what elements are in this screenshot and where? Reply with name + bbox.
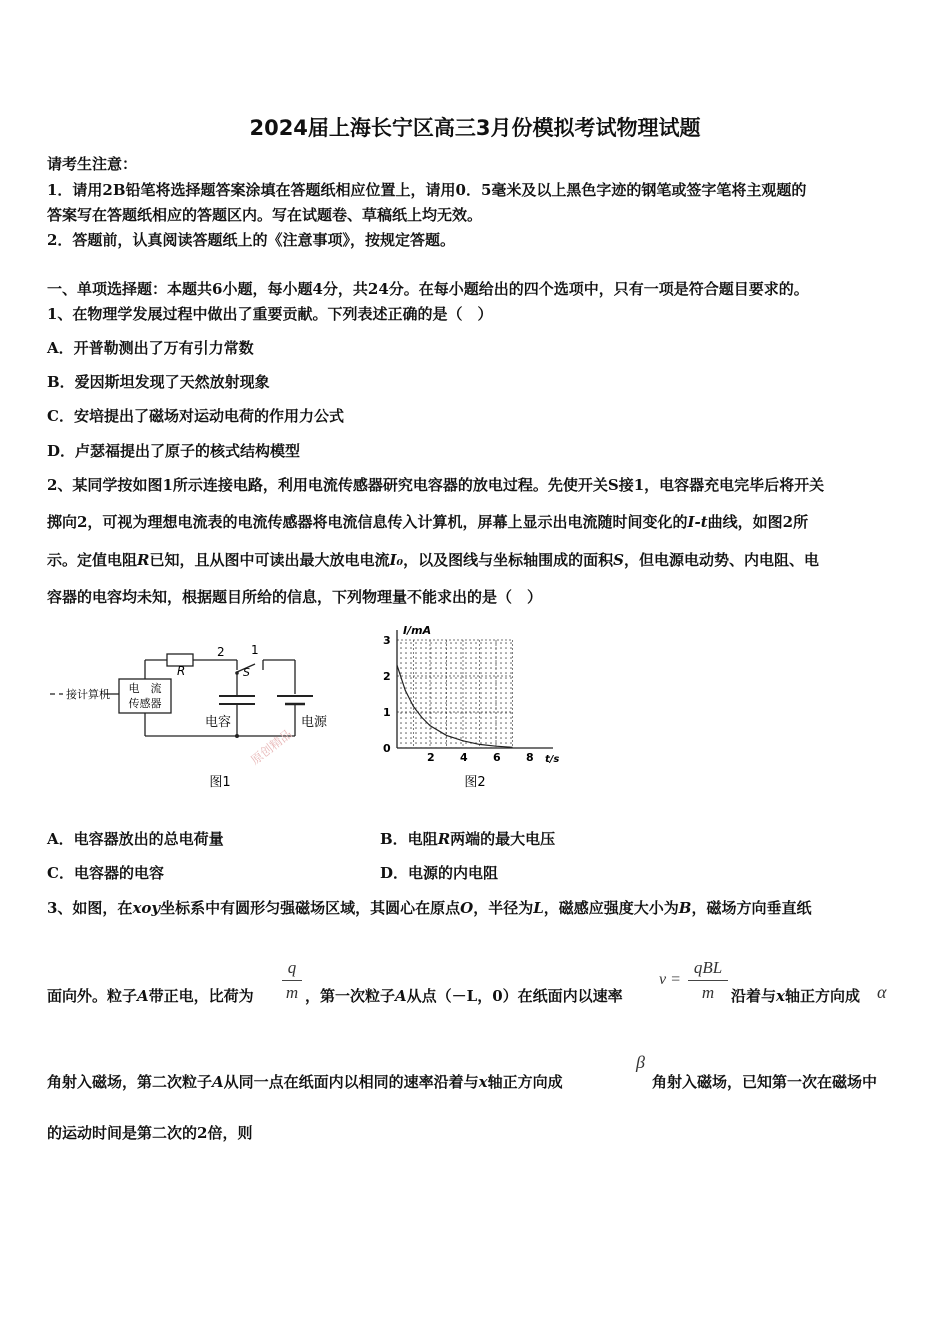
notice-line-1b: 答案写在答题纸相应的答题区内。写在试题卷、草稿纸上均无效。 <box>47 206 483 224</box>
x-tick-label: 4 <box>460 751 468 764</box>
q3-line-2b: ，第一次粒子A从点（－L，0）在纸面内以速率 <box>305 987 623 1005</box>
switch-pos-1-label: 1 <box>251 643 259 657</box>
beta-symbol: β <box>636 1052 645 1072</box>
source-label: 电源 <box>301 715 328 730</box>
computer-label: 接计算机 <box>66 688 110 701</box>
charge-mass-ratio: q m <box>282 958 302 1003</box>
notice-line-1a: 1．请用2B铅笔将选择题答案涂填在答题纸相应位置上，请用0．5毫米及以上黑色字迹的钢笔或签字笔将主观题的 <box>47 181 807 199</box>
y-axis-label: I/mA <box>403 624 432 637</box>
figure-1-caption: 图1 <box>209 775 231 790</box>
q3-line-3b: 角射入磁场，已知第一次在磁场中 <box>652 1073 878 1091</box>
q2-option-d: D．电源的内电阻 <box>380 864 499 882</box>
q1-option-b: B．爱因斯坦发现了天然放射现象 <box>47 373 270 391</box>
sensor-label-1: 电 流 <box>128 682 162 695</box>
watermark: 原创精品 <box>248 726 295 768</box>
it-chart <box>375 622 575 792</box>
q2-line-3: 示。定值电阻R已知，且从图中可读出最大放电电流I₀，以及图线与坐标轴围成的面积S，但电源电动势、内电阻、电 <box>47 551 819 569</box>
y-tick-label: 1 <box>383 706 391 719</box>
x-axis-label: t/s <box>545 754 560 765</box>
q1-option-c: C．安培提出了磁场对运动电荷的作用力公式 <box>47 407 344 425</box>
x-tick-label: 6 <box>493 751 501 764</box>
y-tick-label: 0 <box>383 742 391 755</box>
q3-line-1: 3、如图，在xoy坐标系中有圆形匀强磁场区域，其圆心在原点O，半径为L，磁感应强度大小为B，磁场方向垂直纸 <box>47 899 812 917</box>
plot-grid <box>397 640 515 748</box>
q2-line-4: 容器的电容均未知，根据题目所给的信息，下列物理量不能求出的是（ ） <box>47 588 543 606</box>
q3-line-2a: 面向外。粒子A带正电，比荷为 <box>47 987 254 1005</box>
q2-option-c: C．电容器的电容 <box>47 864 164 882</box>
page-title: 2024届上海长宁区高三3月份模拟考试物理试题 <box>249 116 701 140</box>
q1-option-d: D．卢瑟福提出了原子的核式结构模型 <box>47 442 301 460</box>
velocity-symbol: v = <box>659 971 681 988</box>
q3-line-4: 的运动时间是第二次的2倍，则 <box>47 1124 253 1142</box>
q3-line-3a: 角射入磁场，第二次粒子A从同一点在纸面内以相同的速率沿着与x轴正方向成 <box>47 1073 563 1091</box>
sensor-label-2: 传感器 <box>128 697 162 710</box>
q2-line-1: 2、某同学按如图1所示连接电路，利用电流传感器研究电容器的放电过程。先使开关S接1，电容器充电完毕后将开关 <box>47 476 825 494</box>
velocity-fraction: qBL m <box>688 958 728 1003</box>
switch-pos-2-label: 2 <box>217 645 225 659</box>
switch-label: S <box>243 666 250 679</box>
capacitor-label: 电容 <box>205 715 232 730</box>
figure-2-caption: 图2 <box>464 775 486 790</box>
y-tick-label: 2 <box>383 670 391 683</box>
q2-option-a: A．电容器放出的总电荷量 <box>47 830 224 848</box>
circuit-figure <box>45 640 345 800</box>
section-heading: 一、单项选择题：本题共6小题，每小题4分，共24分。在每小题给出的四个选项中，只有一项是符合题目要求的。 <box>47 280 809 298</box>
y-tick-label: 3 <box>383 634 391 647</box>
x-tick-label: 2 <box>427 751 435 764</box>
resistor-label: R <box>177 664 186 678</box>
q1-option-a: A．开普勒测出了万有引力常数 <box>47 339 254 357</box>
q3-line-2c: 沿着与x轴正方向成 <box>731 987 860 1005</box>
q1-stem: 1、在物理学发展过程中做出了重要贡献。下列表述正确的是（ ） <box>47 305 493 323</box>
q2-option-b: B．电阻R两端的最大电压 <box>380 830 556 848</box>
q2-line-2: 掷向2，可视为理想电流表的电流传感器将电流信息传入计算机，屏幕上显示出电流随时间变化的I-t曲线，如图2所 <box>47 513 809 531</box>
notice-line-2: 2．答题前，认真阅读答题纸上的《注意事项》，按规定答题。 <box>47 231 455 249</box>
x-tick-label: 8 <box>526 751 534 764</box>
alpha-symbol: α <box>877 982 887 1002</box>
notice-heading: 请考生注意： <box>47 155 138 173</box>
